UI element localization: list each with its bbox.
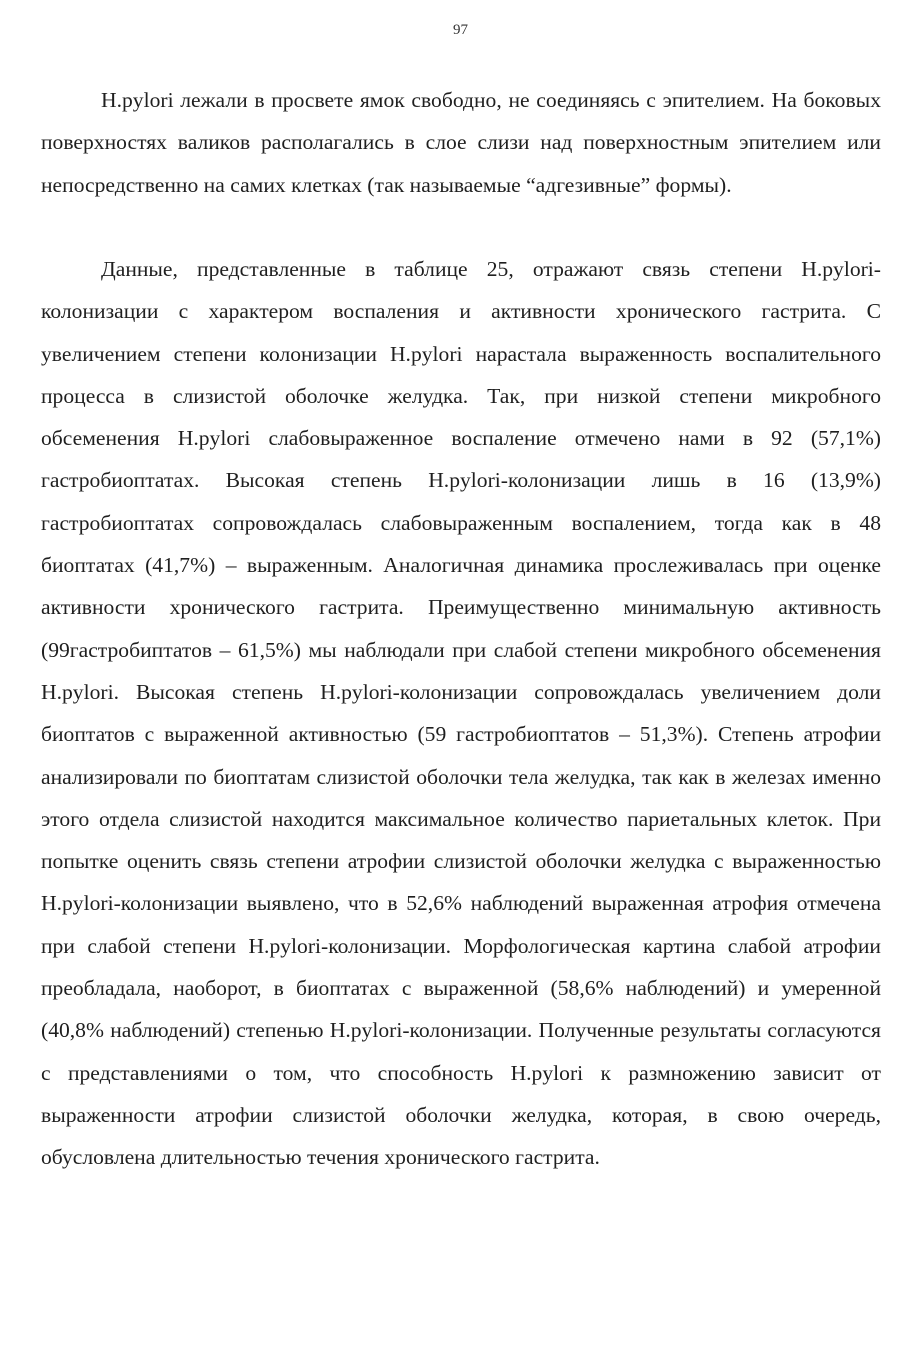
paragraph-2: Данные, представленные в таблице 25, отражают связь степени H.pylori-колонизации с характером воспаления и активности хронического гастрита. С увеличением степени колонизации H.pylori нарастала выраженность воспалительного процесса в слизистой оболочке желудка. Так, при низкой степени микробного обсеменения H.pylori слабовыраженное воспаление отмечено нами в 92 (57,1%) гастробиоптатах. Высокая степень H.pylori-колонизации лишь в 16 (13,9%) гастробиоптатах сопровождалась слабовыраженным воспалением, тогда как в 48 биоптатах (41,7%) – выраженным. Аналогичная динамика прослеживалась при оценке активности хронического гастрита. Преимущественно минимальную активность (99гастробиптатов – 61,5%) мы наблюдали при слабой степени микробного обсеменения H.pylori. Высокая степень H.pylori-колонизации сопровождалась увеличением доли биоптатов с выраженной активностью (59 гастробиоптатов – 51,3%). Степень атрофии анализировали по биоптатам слизистой оболочки тела желудка, так как в железах именно этого отдела слизистой находится максимальное количество париетальных клеток. При попытке оценить связь степени атрофии слизистой оболочки желудка с выраженностью H.pylori-колонизации выявлено, что в 52,6% наблюдений выраженная атрофия отмечена при слабой степени H.pylori-колонизации. Морфологическая картина слабой атрофии преобладала, наоборот, в биоптатах с выраженной (58,6% наблюдений) и умеренной (40,8% наблюдений) степенью H.pylori-колонизации. Полученные результаты согласуются с представлениями о том, что способность H.pylori к размножению зависит от выраженности атрофии слизистой оболочки желудка, которая, в свою очередь, обусловлена длительностью течения хронического гастрита.	[41, 257, 881, 1170]
paragraph-1-container	[41, 79, 881, 206]
paragraph-2-container	[41, 248, 881, 1179]
paragraph-1: H.pylori лежали в просвете ямок свободно, не соединяясь с эпителием. На боковых поверхностях валиков располагались в слое слизи над поверхностным эпителием или непосредственно на самих клетках (так называемые “адгезивные” формы).	[41, 88, 881, 197]
page-number: 97	[453, 22, 468, 38]
